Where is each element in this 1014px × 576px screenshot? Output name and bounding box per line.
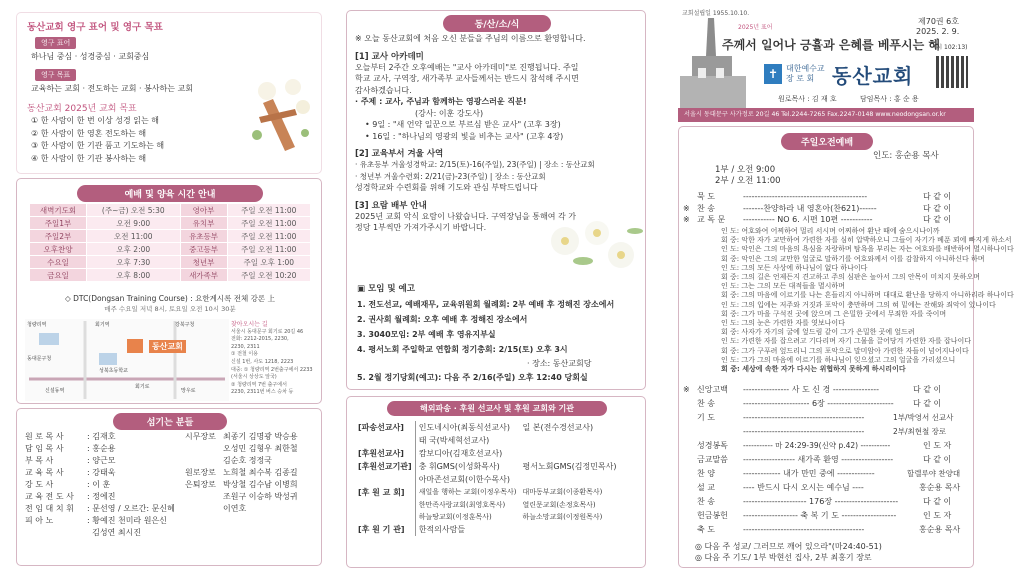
worship-title: 예배 및 양육 시간 안내 [77,185,263,202]
table-row: 주일1부 오전 9:00 유치부 주일 오전 11:00 [30,217,311,230]
directions-line: (서울시 상상도 앞국) [231,374,277,381]
order-row: 찬 양 ------------- 내가 만민 중에 ------------- 할렐루야 찬양대 [697,469,961,478]
directions-line: 2230, 2311 [231,343,260,350]
news-box [346,10,646,390]
litany-line: 회 중: 그의 길은 언제든지 견고하고 주의 심판은 높아서 그의 안목이 미치지 못하오며 [721,273,980,282]
order-row: 헌금봉헌 ------------------- 축 복 기 도 ------------------- 인 도 자 [697,511,952,520]
order-row: 찬 송 ----------------------- 6장 ----------------------- 다 같 이 [697,399,942,408]
order-row: ※ 신앙고백 ---------------- 사 도 신 경 ---------------- 다 같 이 [683,385,942,394]
service-time: 1부 / 오전 9:00 [715,165,776,175]
table-row: 한만족사랑교회(최영호목사) 열린문교회(손정호목사) [355,499,620,511]
cross-flower-image [245,73,315,163]
map-label: 회기로 [135,384,150,390]
denomination [786,64,825,84]
welcome-text: ※ 오늘 동산교회에 처음 오신 분들을 주님의 이름으로 환영합니다. [355,34,586,43]
goal2025-item: ① 한 사람이 한 번 이상 성경 읽는 해 [31,116,159,125]
map [25,319,229,401]
senior-pastor: 원로목사 : 김 재 호 [778,95,837,103]
map-label: 신설동역 [45,388,65,394]
order-row: 축 도 ------------------------------------------ 홍순용 목사 [697,525,961,534]
map-label: 강북구청 [175,322,195,328]
directions-line: 서울시 동대문구 회기로 20길 46 [231,328,304,335]
servant-row: 전 임 대 치 휘 : 문선영 / 오르간: 문신혜 [25,504,175,513]
litany-line: 회 중: 악한 자가 교만하여 가련한 자를 심히 압박하오니 그들이 자기가 베푼 꾀에 빠지게 하소서 [721,236,1012,245]
church-logo-icon: ✝ [764,64,782,84]
elder-row: 김순호 정정국 [223,456,272,465]
table-row: 아마존선교회(이한수목사) [355,473,620,486]
order-row: 금교말씀 ------------------ 새가족 환영 ------------------ 다 같 이 [697,455,952,464]
litany-line: 회 중: 악인은 그의 교만한 얼굴로 말하기를 여호와께서 이를 감찰하지 아니하신다 하며 [721,254,985,263]
news-line: 오늘부터 2주간 오후예배는 "교사 아카데미"로 진행됩니다. 주일 [355,62,579,72]
service-order-box [678,126,1014,568]
worship-box [16,178,322,404]
servant-row: 교 육 전 도 사 : 정에진 [25,492,116,501]
goals2025-list [31,115,164,165]
goal2025-item: ③ 한 사람이 한 기관 품고 기도하는 해 [31,141,165,150]
news-title: 동/산/소/식 [443,15,551,32]
elders-list [185,431,321,515]
motto-text: 하나님 중심 · 성경중심 · 교회중심 [31,52,150,61]
table-row: 새벽기도회 (주~금) 오전 5:30 영아부 주일 오전 11:00 [30,204,311,217]
issue-number: 제70권 6호 [918,17,959,26]
table-row: [후원선교기관] 충 휘GMS(이성화목사) 평서노회GMS(김정민목사) [355,460,620,473]
motto-title: 동산교회 영구 표어 및 영구 목표 [27,22,163,33]
map-label: 망우로 [181,388,196,394]
elder-row: 오성민 김형우 최한철 [223,444,298,453]
servant-row: 피 아 노 : 황예진 천미라 원은신 [25,516,167,525]
litany-line: 회 중: 세상에 속한 자가 다시는 위협하지 못하게 하시리이다 [721,365,906,374]
address-bar: 서울시 동대문구 사가정로 20길 46 Tel.2244-7265 Fax.2247-0148 www.neodongsan.or.kr [678,108,974,122]
denomination-line: 장 로 회 [786,74,815,83]
order-row: 설 교 ---- 반드시 다시 오시는 예수님 ---- 홍순용 목사 [697,483,961,492]
directions-line: 신설 1번, 사도 1218, 2223 [231,358,294,365]
table-row: 태 국(박세혁선교사) [355,434,620,447]
litany [683,227,1014,374]
worship-table [29,203,311,282]
elder-row: 이연호 [223,504,247,513]
table-row: 수요일 오후 7:30 청년부 주일 오후 1:00 [30,256,311,269]
table-row: 하늘땅교회(이정훈목사) 하늘소망교회(이정원목사) [355,511,620,523]
elder-row: 조원구 이승하 박성귀 [223,492,298,501]
news-line: · 청년부 겨울수련회: 2/21(금)-23(주일) | 장소 : 동산교회 [355,171,546,181]
dtc-line1: ◇ DTC(Dongsan Training Course) : 요한계시록 전체 강론 上 [65,294,275,303]
elder-row: 원로장로 노희철 최수복 김종길 [185,468,298,477]
table-row: [후원선교사] 캄보디아(김재호선교사) [355,447,620,460]
table-row: [후 원 교 회] 새일을 행하는 교회(이정우목사) 대마동부교회(이종환목사) [355,486,620,499]
elder-row: 은퇴장로 박상철 김수남 이병희 [185,480,298,489]
meet-line: 3. 3040모임: 2부 예배 후 영유지부실 [357,330,496,339]
servant-row: 담 임 목 사 : 홍순용 [25,444,116,453]
order-row: 성경봉독 ----------- 마 24:29-39(신약 p.42) ----------- 인 도 자 [697,441,952,450]
litany-line: 인 도: 악인은 그의 마음의 욕심을 자랑하며 탐욕을 부리는 자는 여호와를 배반하여 멸시하나이다 [721,245,1014,254]
servant-row: 부 목 사 : 양근모 [25,456,116,465]
directions-line: 2230, 2311번 버스 승차 등 [231,389,294,396]
service-title: 주일오전예배 [781,133,873,150]
table-row: 금요일 오후 8:00 새가족부 주일 오전 10:20 [30,269,311,282]
goal-tag: 영구 목표 [35,69,76,81]
litany-line: 회 중: 그가 마을 구석진 곳에 앉으며 그 은밀한 곳에서 무죄한 자를 죽이며 [721,309,947,318]
news-line: • 16일 : "하나님의 영광의 빛을 비추는 교사" (고후 4장) [365,131,564,141]
order-row: ※ 찬 송 -------찬양하라 내 영혼아(찬621)------ 다 같 이 [683,203,952,213]
map-label: 성북초등학교 [99,368,128,374]
litany-line: 회 중: 그의 마음에 이르기를 나는 흔들리지 아니하며 대대로 환난을 당하지 아니하리라 하나이다 [721,291,1014,300]
servants-title: 섬기는 분들 [113,413,227,430]
litany-line: 인 도: 그의 입에는 저주와 거짓과 포악이 충만하며 그의 혀 밑에는 잔해와 죄악이 있나이다 [721,300,996,309]
elder-row: 시무장로 최종기 김명광 박승용 [185,432,298,441]
map-label: 회기역 [95,322,110,328]
order-row: 묵 도 ------------------------------------------- 다 같 이 [697,192,952,201]
preacher: 인도: 홍순용 목사 [873,151,939,161]
reg-date: 교회설립일 1955.10.10. [682,10,750,17]
order-row: ------------------------------------------ 2부/최현철 장로 [743,427,947,436]
order-list [683,191,971,226]
directions-line: 전화: 2212-2015, 2230, [231,336,289,343]
year-motto-label: 2025년 표어 [738,24,773,31]
servants-box [16,408,322,566]
meet-line: 4. 평서노회 주일학교 연합회 정기총회: 2/15(토) 오후 3시 [357,345,568,354]
goal-text: 교육하는 교회 · 전도하는 교회 · 봉사하는 교회 [31,84,193,93]
news-line: • 9일 : "새 언약 일꾼으로 부르심 받은 교사" (고후 3장) [365,120,561,129]
news-line: 학교 교사, 구역장, 새가족부 교사들께서는 반드시 참석해 주시면 [355,74,579,83]
directions-title: 찾아오시는 길 [231,321,268,328]
section-title: [3] 요람 배부 안내 [355,200,427,211]
litany-line: 인 도: 그가 그의 마음에 이르기를 하나님이 잊으셨고 그의 얼굴을 가리셨으니 [721,355,956,364]
panel-church-info [8,8,330,570]
year-motto-ref: (시 102:13) [934,44,968,51]
issue-date: 2025. 2. 9. [916,27,960,36]
order-list-2 [683,383,971,537]
order-row: 찬 송 ---------------------- 176장 ---------------------- 다 같 이 [697,497,952,506]
litany-line: 회 중: 사자가 자기의 굴에 엎드림 같이 그가 은밀한 곳에 엎드려 [721,328,915,337]
meet-line: 1. 전도선교, 예배재무, 교육위원회 월례회: 2부 예배 후 정해진 장소에서 [357,300,615,309]
news-line: 2025년 교회 악식 요람이 나왔습니다. 구역장님을 통해여 각 가 [355,211,576,221]
goal2025-item: ④ 한 사람이 한 기관 봉사하는 해 [31,153,147,163]
service-times [715,165,781,187]
next-week-line: ◎ 다음 주 기도/ 1부 박현선 집사, 2부 최홍기 장로 [695,553,872,562]
litany-line: 인 도: 가련한 자를 잡으려고 기다리며 자기 그물을 끌어당겨 가련한 자를 잡나이다 [721,337,971,346]
flower-decoration [535,211,645,281]
directions [231,321,321,397]
motto-tag: 영구 표어 [35,37,76,49]
news-line: 정당 1부씩만 가져가주시기 바랍니다. [355,223,487,232]
servants-list [25,431,195,539]
servant-row: 김성연 최시진 [92,528,142,537]
order-row: ※ 교 독 문 ----------- NO 6. 시편 10편 ----------- 다 같 이 [683,215,952,224]
directions-line: 대중: ① 청량리역 2번출구에서 2233 [231,366,313,373]
goal2025-item: ② 한 사람이 한 영혼 전도하는 해 [31,128,147,138]
news-line: 감사하겠습니다. [355,85,412,95]
servant-row: 교 육 목 사 : 강태욱 [25,468,116,477]
table-row: 주일2부 오전 11:00 유초등부 주일 오전 11:00 [30,230,311,243]
section-title: [1] 교사 아카데미 [355,51,424,62]
next-week [695,541,971,563]
directions-line: ② 청량리역 7번 출구에서 [231,381,287,388]
servant-row: 강 도 사 : 이 훈 [25,480,111,489]
meet-line: 2. 권사회 월례회: 오후 예배 후 정해진 장소에서 [357,315,528,324]
panel-news [340,8,650,570]
mission-table [355,421,620,536]
order-row: 기 도 ------------------------------------------ 1부/박영서 선교사 [697,413,954,422]
qr-code-icon [936,56,968,88]
litany-line: 인 도: 여호와여 어찌하여 멀리 서시며 어찌하여 환난 때에 숨으시나이까 [721,227,940,235]
dtc-line2: 매주 수요일 저녁 8시, 토요일 오전 10시 30분 [104,305,236,313]
news-line: 성경학교와 수련회를 위해 기도와 관심 부탁드립니다 [355,183,538,192]
mission-box [346,396,646,568]
litany-line: 인 도: 그의 눈은 가련한 자를 엿보나이다 [721,319,845,328]
year-motto: 주께서 일어나 긍휼과 은혜를 베푸시는 해 [722,38,940,52]
meet-line: 5. 2월 정기당회(예고): 다음 주 2/16(주일) 오후 12:40 당회실 [357,373,588,382]
map-label: 청량리역 [27,322,47,328]
news-theme: · 주제 : 교사, 주님과 함께하는 영광스러운 직분! [355,97,527,106]
map-church-label: 동산교회 [149,340,186,353]
mission-title: 해외파송 · 후원 선교사 및 후원 교회와 기관 [387,401,607,416]
litany-line: 회 중: 그가 구푸려 엎드리니 그의 포악으로 말미암아 가련한 자들이 넘어지나이다 [721,346,969,355]
table-row: 오후찬양 오후 2:00 중고등부 주일 오전 11:00 [30,243,311,256]
servant-row: 원 로 목 사 : 김재호 [25,432,116,441]
map-label: 동대문구청 [27,356,52,362]
litany-line: 인 도: 그의 모든 사상에 하나님이 없다 하나이다 [721,263,868,272]
service-time: 2부 / 오전 11:00 [715,176,781,186]
lead-pastor: 담임목사 : 홍 순 용 [860,95,919,103]
meet-line: · 장소: 동산교회당 [527,359,592,368]
news-line: · 유초등부 겨울성경학교: 2/15(토)-16(주일), 23(주일) | 장소 : 동산교회 [355,160,595,169]
church-name: 동산교회 [832,64,914,88]
panel-cover-order [660,8,1014,570]
table-row: [후 원 기 관] 한적의사람들 [355,523,620,536]
goal2025-title: 동산교회 2025년 교회 목표 [27,104,137,114]
denomination-line: 대한예수교 [786,64,825,73]
directions-line: ① 전철 이용 [231,351,258,358]
motto-box [16,12,322,174]
table-row: [파송선교사] 인도네시아(최동식선교사) 일 본(전수경선교사) [355,421,620,434]
news-speaker: (강사: 이훈 강도사) [415,108,484,118]
section-title: [2] 교육부서 겨울 사역 [355,149,444,159]
next-week-line: ◎ 다음 주 성교/ 그러므로 깨어 있으라"(마24:40-51) [695,542,882,551]
litany-line: 인 도: 그는 그의 모든 대적들을 멸시하며 [721,282,845,291]
meet-title: ▣ 모임 및 예고 [357,284,415,294]
